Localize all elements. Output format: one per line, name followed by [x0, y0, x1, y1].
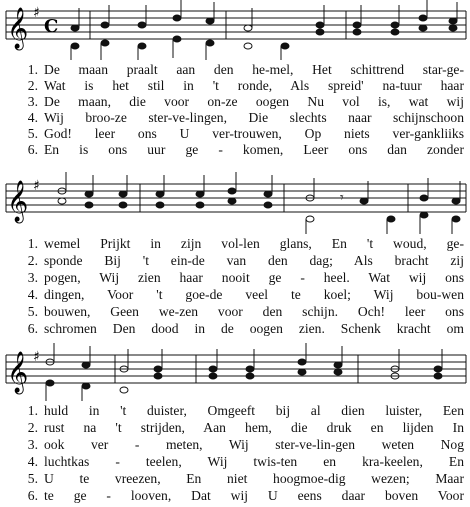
key-signature-sharp: ♯	[33, 178, 40, 194]
verse-line-3	[8, 437, 464, 453]
verse-text: huld in 't duister, Omgeeft bij al dien luister, Een	[44, 403, 464, 418]
music-system-2	[0, 170, 470, 338]
verse-text: schromen Den dood in de oogen zien. Schenk kracht om	[44, 321, 464, 336]
verse-number: 2.	[27, 78, 38, 93]
music-staff-3	[0, 343, 470, 403]
verse-number: 1.	[27, 236, 38, 251]
verse-number: 3.	[27, 94, 38, 109]
key-signature-sharp: ♯	[33, 5, 40, 21]
verse-line-6	[8, 142, 464, 158]
verse-text: En is ons uur ge - komen, Leer ons dan zonder	[44, 142, 464, 157]
verse-number: 3.	[27, 437, 38, 452]
treble-clef: 𝄞	[7, 8, 29, 49]
verse-number: 2.	[27, 253, 38, 268]
verse-number: 6.	[27, 488, 38, 503]
verse-text: Wat is het stil in 't ronde, Als spreid' na-tuur haar	[44, 78, 464, 93]
verse-number: 4.	[27, 454, 38, 469]
eighth-rest-icon: 𝄾	[340, 190, 344, 206]
time-signature-common: C	[44, 16, 59, 37]
verse-text: God! leer ons U ver-trouwen, Op niets ver-gankliiks	[44, 126, 464, 141]
verse-text: te ge - looven, Dat wij U eens daar boven Voor	[44, 488, 464, 503]
verse-line-2	[8, 78, 464, 94]
verse-line-4	[8, 110, 464, 126]
verse-number: 2.	[27, 420, 38, 435]
verse-text: sponde Bij 't ein-de van den dag; Als bracht zij	[44, 253, 464, 268]
music-system-1	[0, 0, 470, 160]
verse-line-3	[8, 94, 464, 110]
treble-clef: 𝄞	[7, 181, 29, 222]
verse-number: 3.	[27, 270, 38, 285]
verse-text: pogen, Wij zien haar nooit ge - heel. Wat wij ons	[44, 270, 464, 285]
verse-line-1	[8, 403, 464, 419]
verse-text: De maan praalt aan den he-mel, Het schittrend star-ge-	[44, 62, 464, 77]
verse-line-1	[8, 62, 464, 78]
verse-number: 5.	[27, 471, 38, 486]
verse-number: 6.	[27, 321, 38, 336]
verse-number: 5.	[27, 126, 38, 141]
verse-line-6	[8, 321, 464, 337]
music-system-3	[0, 343, 470, 507]
verse-line-2	[8, 420, 464, 436]
verse-line-4	[8, 454, 464, 470]
key-signature-sharp: ♯	[33, 349, 40, 365]
music-staff-1	[0, 0, 470, 62]
verse-number: 1.	[27, 62, 38, 77]
verse-text: luchtkas - teelen, Wij twis-ten en kra-keelen, En	[44, 454, 464, 469]
verse-line-4	[8, 287, 464, 303]
verse-number: 6.	[27, 142, 38, 157]
verse-text: ook ver - meten, Wij ster-ve-lin-gen weten Nog	[44, 437, 464, 452]
music-staff-2	[0, 170, 470, 236]
verse-text: U te vreezen, En niet hoogmoe-dig wezen; Maar	[44, 471, 464, 486]
verse-text: wemel Prijkt in zijn vol-len glans, En 't woud, ge-	[44, 236, 464, 251]
verse-line-5	[8, 304, 464, 320]
verse-number: 4.	[27, 287, 38, 302]
verse-line-1	[8, 236, 464, 252]
verse-text: rust na 't strijden, Aan hem, die druk en lijden In	[44, 420, 464, 435]
verse-line-3	[8, 270, 464, 286]
verse-number: 5.	[27, 304, 38, 319]
verse-number: 4.	[27, 110, 38, 125]
verse-text: Wij broo-ze ster-ve-lingen, Die slechts naar schijnschoon	[44, 110, 464, 125]
verse-line-5	[8, 471, 464, 487]
verse-text: bouwen, Geen we-zen voor den schijn. Och! leer ons	[44, 304, 464, 319]
treble-clef: 𝄞	[7, 352, 29, 393]
verse-line-2	[8, 253, 464, 269]
verse-text: De maan, die voor on-ze oogen Nu vol is, wat wij	[44, 94, 464, 109]
verse-number: 1.	[27, 403, 38, 418]
verse-text: dingen, Voor 't goe-de veel te koel; Wij bou-wen	[44, 287, 464, 302]
verse-line-5	[8, 126, 464, 142]
verse-line-6	[8, 488, 464, 504]
